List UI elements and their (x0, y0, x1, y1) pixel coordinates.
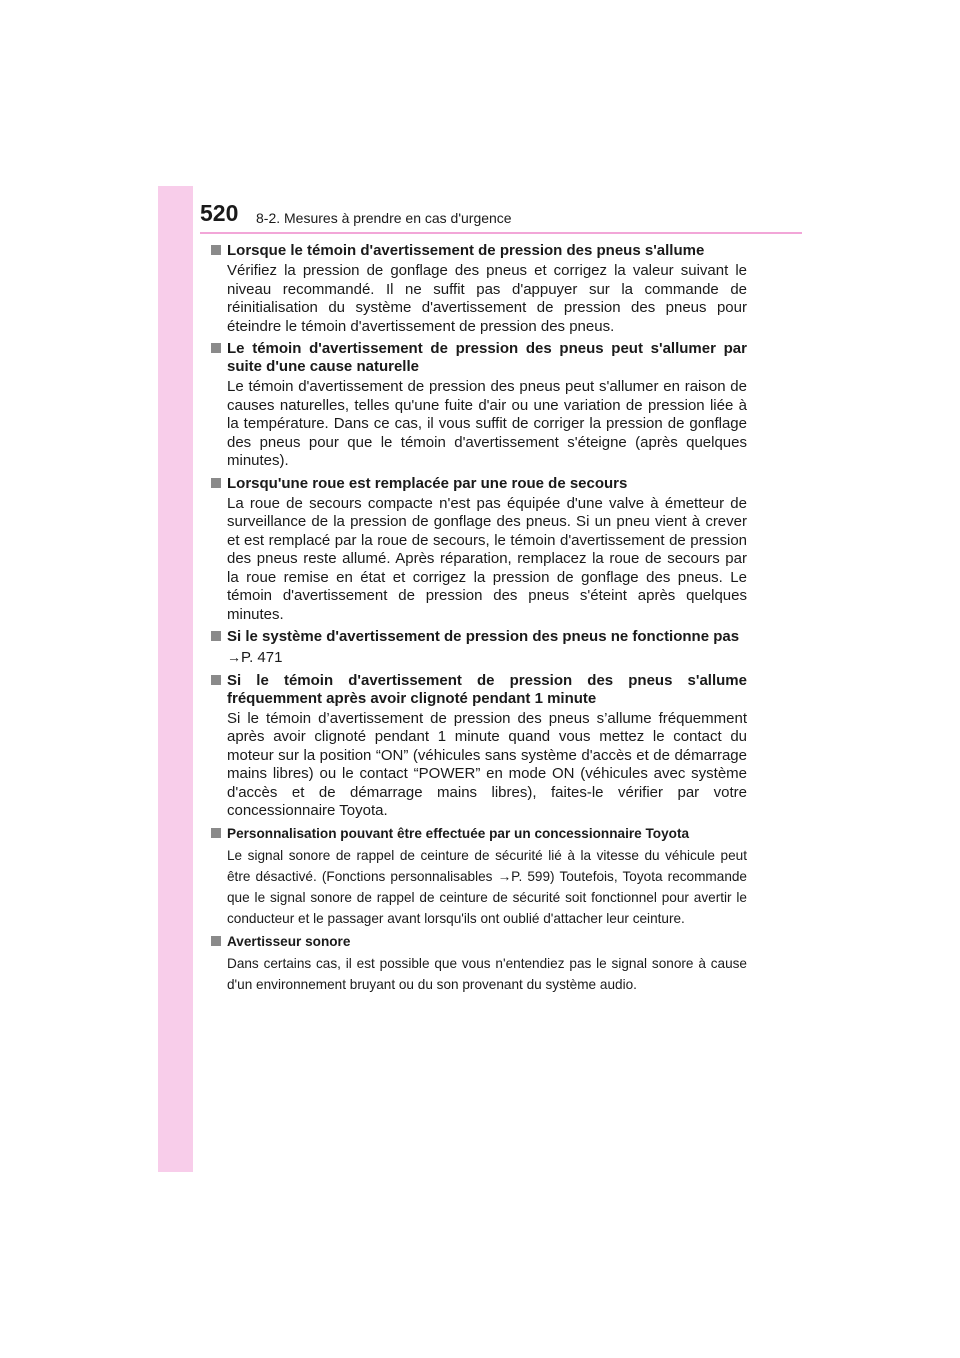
section-natural-cause (209, 340, 747, 471)
header-divider (200, 232, 802, 234)
square-bullet-icon (211, 245, 221, 255)
section-heading-text: Si le système d'avertissement de pression des pneus ne fonctionne pas (227, 628, 740, 645)
section-heading (209, 340, 747, 376)
square-bullet-icon (211, 675, 221, 685)
section-sidebar-tab (158, 186, 193, 1172)
section-heading-text: Si le témoin d'avertissement de pression des pneus s'allume fréquemment après avoir clignoté pendant 1 minute (227, 671, 747, 707)
section-body: Le signal sonore de rappel de ceinture de sécurité lié à la vitesse du véhicule peut être désactivé. (Fonctions personnalisables →P. 599) Toutefois, Toyota recommande que le signal sonore de rappel de ceinture de sécurité soit fonctionnel pour avertir le conducteur et le passager avant lorsqu'ils ont oublié d'attacher leur ceinture. (227, 847, 747, 926)
section-heading-text: Lorsque le témoin d'avertissement de pression des pneus s'allume (227, 242, 705, 259)
section-heading (209, 825, 747, 843)
chapter-title: 8-2. Mesures à prendre en cas d'urgence (256, 210, 512, 226)
section-body: Si le témoin d’avertissement de pression des pneus s’allume fréquemment après avoir clignoté pendant 1 minute quand vous mettez le contact du moteur sur la position “ON” (véhicules sans système d'accès et de démarrage mains libres) ou le contact “POWER” en mode ON (véhicules avec système d'accès et de démarrage mains libres), faites-le vérifier par votre concessionnaire Toyota. (227, 709, 747, 819)
page-reference-link[interactable] (209, 648, 747, 668)
section-heading-text: Le témoin d'avertissement de pression des pneus peut s'allumer par suite d'une cause naturelle (227, 340, 747, 375)
section-system-not-working (209, 628, 747, 668)
square-bullet-icon (211, 936, 221, 946)
section-dealer-customization (209, 825, 747, 929)
page-content (209, 242, 747, 999)
square-bullet-icon (211, 631, 221, 641)
section-body: Vérifiez la pression de gonflage des pneus et corrigez la valeur suivant le niveau recommandé. Il ne suffit pas d'appuyer sur la commande de réinitialisation du système d'avertissement de pression des pneus pour éteindre le témoin d'avertissement de pression des pneus. (227, 262, 747, 335)
section-body: Le témoin d'avertissement de pression des pneus peut s'allumer en raison de causes naturelles, telles qu'une fuite d'air ou une variation de pression liée à la température. Dans ce cas, il vous suffit de corriger la pression de gonflage des pneus pour que le témoin d'avertissement s'éteigne (après quelques minutes). (227, 378, 747, 469)
section-heading-text: Lorsqu'une roue est remplacée par une roue de secours (227, 474, 628, 492)
arrow-right-icon: → (227, 649, 241, 665)
section-tpws-light-on (209, 242, 747, 336)
section-buzzer (209, 933, 747, 995)
square-bullet-icon (211, 343, 221, 353)
section-body: Dans certains cas, il est possible que vous n'entendiez pas le signal sonore à cause d'un environnement bruyant ou du son provenant du système audio. (227, 955, 747, 992)
page-number: 520 (200, 200, 239, 226)
section-heading (209, 242, 747, 260)
section-heading (209, 628, 747, 646)
section-heading (209, 672, 747, 708)
section-frequent-light (209, 672, 747, 821)
section-heading-text: Personnalisation pouvant être effectuée par un concessionnaire Toyota (227, 825, 690, 841)
square-bullet-icon (211, 478, 221, 488)
page-reference-text: P. 471 (241, 649, 283, 666)
section-heading-text: Avertisseur sonore (227, 933, 351, 949)
section-heading (209, 933, 747, 951)
section-spare-wheel (209, 475, 747, 625)
square-bullet-icon (211, 828, 221, 838)
section-heading (209, 475, 747, 493)
section-body: La roue de secours compacte n'est pas équipée d'une valve à émetteur de surveillance de la pression de gonflage des pneus. Si un pneu vient à crever et est remplacé par la roue de secours, le témoin d'avertissement de pression des pneus reste allumé. Après réparation, remplacez la roue de secours par la roue remise en état et corrigez la pression de gonflage des pneus. Le témoin d'avertissement de pression des pneus s'éteint après quelques minutes. (227, 494, 747, 623)
